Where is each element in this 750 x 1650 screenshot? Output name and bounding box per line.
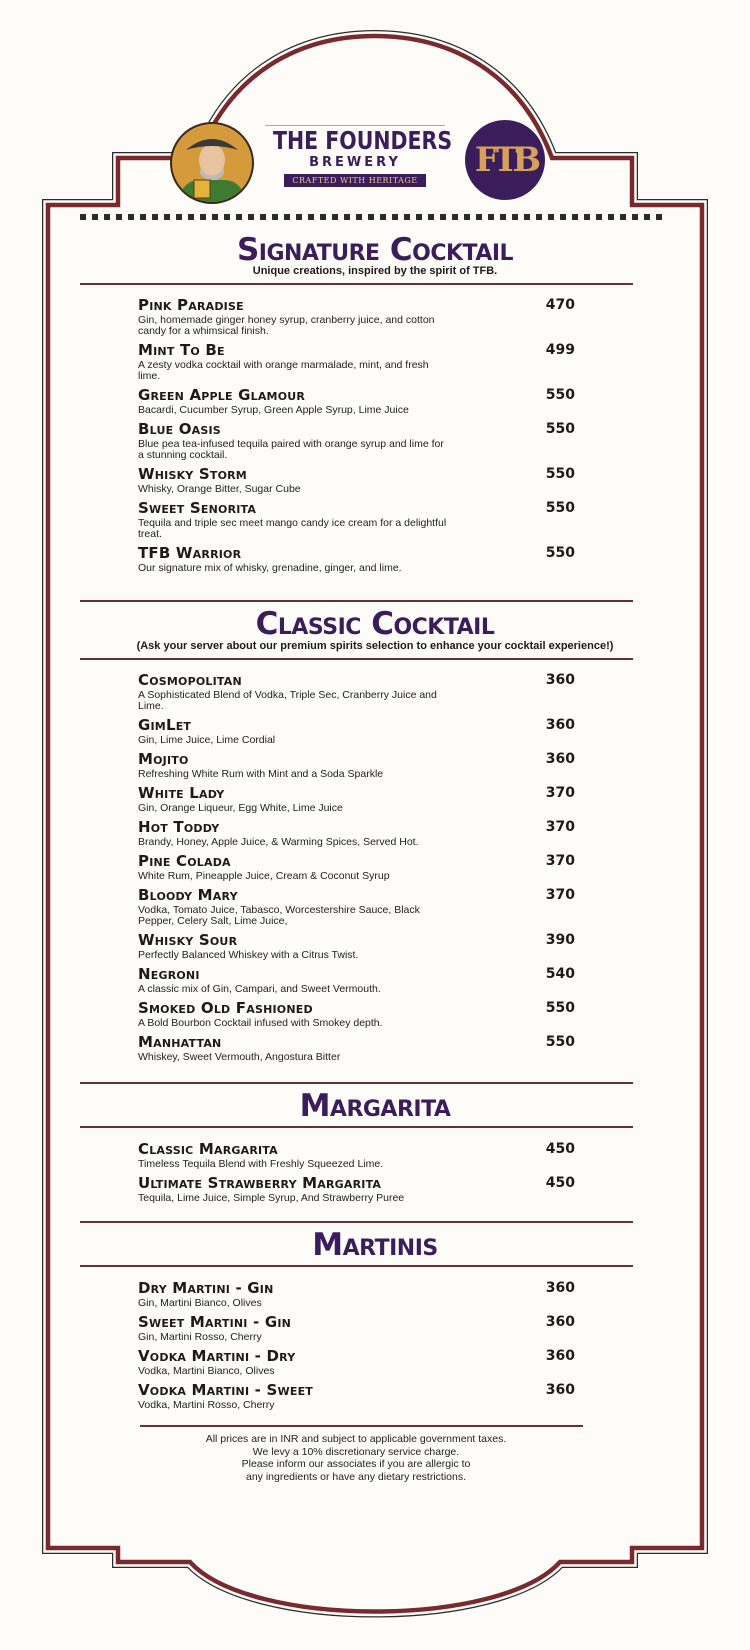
menu-item-list: [138, 1140, 578, 1208]
item-name: White Lady: [138, 784, 225, 802]
menu-item: [138, 1279, 578, 1309]
section-title-martinis: Martinis: [312, 1227, 438, 1263]
section-subtitle: Unique creations, inspired by the spirit of TFB.: [252, 265, 498, 277]
footer-line: Please inform our associates if you are allergic to: [241, 1458, 471, 1470]
menu-item: [138, 852, 578, 882]
menu-item: [138, 818, 578, 848]
menu-item: [138, 886, 578, 927]
item-price: 499: [545, 342, 575, 358]
section-divider: [80, 1082, 633, 1084]
item-price: 550: [545, 421, 575, 437]
item-name: Pink Paradise: [138, 296, 244, 314]
item-price: 550: [545, 545, 575, 561]
item-description: Gin, Martini Rosso, Cherry: [138, 1331, 262, 1343]
item-description: Perfectly Balanced Whiskey with a Citrus Twist.: [138, 949, 359, 961]
item-description: Bacardi, Cucumber Syrup, Green Apple Syrup, Lime Juice: [138, 404, 409, 416]
menu-item: [138, 499, 578, 540]
item-description: Whisky, Orange Bitter, Sugar Cube: [138, 483, 301, 495]
menu-item: [138, 1313, 578, 1343]
item-name: Blue Oasis: [138, 420, 221, 438]
menu-item: [138, 671, 578, 712]
menu-item: [138, 465, 578, 495]
item-price: 550: [545, 387, 575, 403]
item-description: Refreshing White Rum with Mint and a Soda Sparkle: [138, 768, 384, 780]
item-price: 360: [545, 1280, 575, 1296]
menu-item: [138, 420, 578, 461]
section-divider: [80, 1126, 633, 1128]
item-name: Ultimate Strawberry Margarita: [138, 1174, 382, 1192]
section-title-signature-cocktail: Signature Cocktail: [236, 232, 514, 268]
item-price: 360: [545, 1382, 575, 1398]
item-description: Tequila, Lime Juice, Simple Syrup, And Strawberry Puree: [138, 1192, 405, 1204]
founder-portrait-logo: [170, 122, 254, 204]
item-description: Our signature mix of whisky, grenadine, ginger, and lime.: [138, 562, 402, 574]
item-name: TFB Warrior: [138, 544, 242, 562]
menu-item: [138, 341, 578, 382]
monogram-logo: [465, 120, 545, 200]
item-price: 550: [545, 466, 575, 482]
menu-item: [138, 931, 578, 961]
item-description: A zesty vodka cocktail with orange marmalade, mint, and fresh lime.: [138, 359, 429, 382]
item-price: 390: [545, 932, 575, 948]
item-description: Brandy, Honey, Apple Juice, & Warming Spices, Served Hot.: [138, 836, 419, 848]
item-price: 550: [545, 1000, 575, 1016]
item-name: Vodka Martini - Sweet: [138, 1381, 313, 1399]
monogram-text: FTB: [474, 140, 536, 180]
item-name: Whisky Sour: [138, 931, 238, 949]
menu-item: [138, 544, 578, 574]
item-name: Classic Margarita: [138, 1140, 278, 1158]
section-divider: [80, 283, 633, 285]
item-price: 370: [545, 887, 575, 903]
menu-item-list: [138, 671, 578, 1067]
item-description: Vodka, Tomato Juice, Tabasco, Worcestershire Sauce, Black Pepper, Celery Salt, Lime Juice,: [138, 904, 420, 927]
section-divider: [80, 1221, 633, 1223]
item-description: A Bold Bourbon Cocktail infused with Smokey depth.: [138, 1017, 383, 1029]
item-name: Sweet Senorita: [138, 499, 257, 517]
section-title-classic-cocktail: Classic Cocktail: [255, 606, 495, 642]
item-description: Vodka, Martini Rosso, Cherry: [138, 1399, 275, 1411]
menu-item: [138, 296, 578, 337]
item-description: White Rum, Pineapple Juice, Cream & Coconut Syrup: [138, 870, 390, 882]
item-name: Vodka Martini - Dry: [138, 1347, 296, 1365]
footer-divider: [140, 1425, 583, 1427]
item-price: 370: [545, 853, 575, 869]
menu-item-list: [138, 1279, 578, 1415]
menu-item: [138, 1174, 578, 1204]
item-name: Hot Toddy: [138, 818, 220, 836]
item-price: 360: [545, 1348, 575, 1364]
item-description: A classic mix of Gin, Campari, and Sweet Vermouth.: [138, 983, 381, 995]
item-description: Gin, homemade ginger honey syrup, cranberry juice, and cotton candy for a whimsical finish.: [138, 314, 435, 337]
brand-sub: BREWERY: [309, 155, 401, 170]
menu-item: [138, 1140, 578, 1170]
footer-notes: [0, 1433, 712, 1483]
item-name: Smoked Old Fashioned: [138, 999, 313, 1017]
dotted-divider: [80, 214, 666, 220]
menu-item: [138, 1033, 578, 1063]
item-name: Mojito: [138, 750, 189, 768]
section-subtitle: (Ask your server about our premium spirits selection to enhance your cocktail experience!): [136, 640, 614, 652]
item-description: Gin, Lime Juice, Lime Cordial: [138, 734, 276, 746]
item-name: Negroni: [138, 965, 200, 983]
menu-item: [138, 784, 578, 814]
footer-line: We levy a 10% discretionary service charge.: [252, 1445, 460, 1458]
brand-wordmark: [255, 125, 455, 188]
footer-line: All prices are in INR and subject to applicable government taxes.: [205, 1433, 507, 1445]
item-name: Mint To Be: [138, 341, 225, 359]
item-name: Bloody Mary: [138, 886, 238, 904]
item-price: 370: [545, 819, 575, 835]
item-price: 360: [545, 1314, 575, 1330]
item-description: A Sophisticated Blend of Vodka, Triple Sec, Cranberry Juice and Lime.: [138, 689, 437, 712]
item-name: Cosmopolitan: [138, 671, 242, 689]
item-name: GimLet: [138, 716, 192, 734]
item-name: Dry Martini - Gin: [138, 1279, 274, 1297]
menu-item: [138, 386, 578, 416]
item-name: Manhattan: [138, 1033, 222, 1051]
item-price: 540: [545, 966, 575, 982]
menu-item: [138, 999, 578, 1029]
item-price: 470: [545, 297, 575, 313]
menu-item: [138, 1347, 578, 1377]
menu-item: [138, 965, 578, 995]
item-price: 360: [545, 672, 575, 688]
section-divider: [80, 600, 633, 602]
item-name: Sweet Martini - Gin: [138, 1313, 292, 1331]
item-name: Pine Colada: [138, 852, 231, 870]
section-divider: [80, 658, 633, 660]
item-price: 370: [545, 785, 575, 801]
item-price: 550: [545, 1034, 575, 1050]
brand-name: THE FOUNDERS: [273, 126, 453, 155]
item-name: Whisky Storm: [138, 465, 247, 483]
menu-item: [138, 1381, 578, 1411]
item-name: Green Apple Glamour: [138, 386, 306, 404]
menu-item-list: [138, 296, 578, 578]
item-price: 360: [545, 751, 575, 767]
item-description: Gin, Orange Liqueur, Egg White, Lime Juice: [138, 802, 343, 814]
item-price: 450: [545, 1175, 575, 1191]
menu-item: [138, 716, 578, 746]
menu-item: [138, 750, 578, 780]
item-description: Tequila and triple sec meet mango candy ice cream for a delightful treat.: [138, 517, 447, 540]
item-description: Gin, Martini Bianco, Olives: [138, 1297, 262, 1309]
item-description: Blue pea tea-infused tequila paired with orange syrup and lime for a stunning cocktail.: [138, 438, 444, 461]
item-price: 450: [545, 1141, 575, 1157]
section-title-margarita: Margarita: [299, 1088, 451, 1124]
footer-line: any ingredients or have any dietary restrictions.: [245, 1470, 467, 1483]
item-description: Timeless Tequila Blend with Freshly Squeezed Lime.: [138, 1158, 384, 1170]
section-divider: [80, 1265, 633, 1267]
item-price: 550: [545, 500, 575, 516]
brand-tagline: CRAFTED WITH HERITAGE: [284, 174, 425, 187]
item-description: Vodka, Martini Bianco, Olives: [138, 1365, 275, 1377]
item-description: Whiskey, Sweet Vermouth, Angostura Bitter: [138, 1051, 341, 1063]
item-price: 360: [545, 717, 575, 733]
